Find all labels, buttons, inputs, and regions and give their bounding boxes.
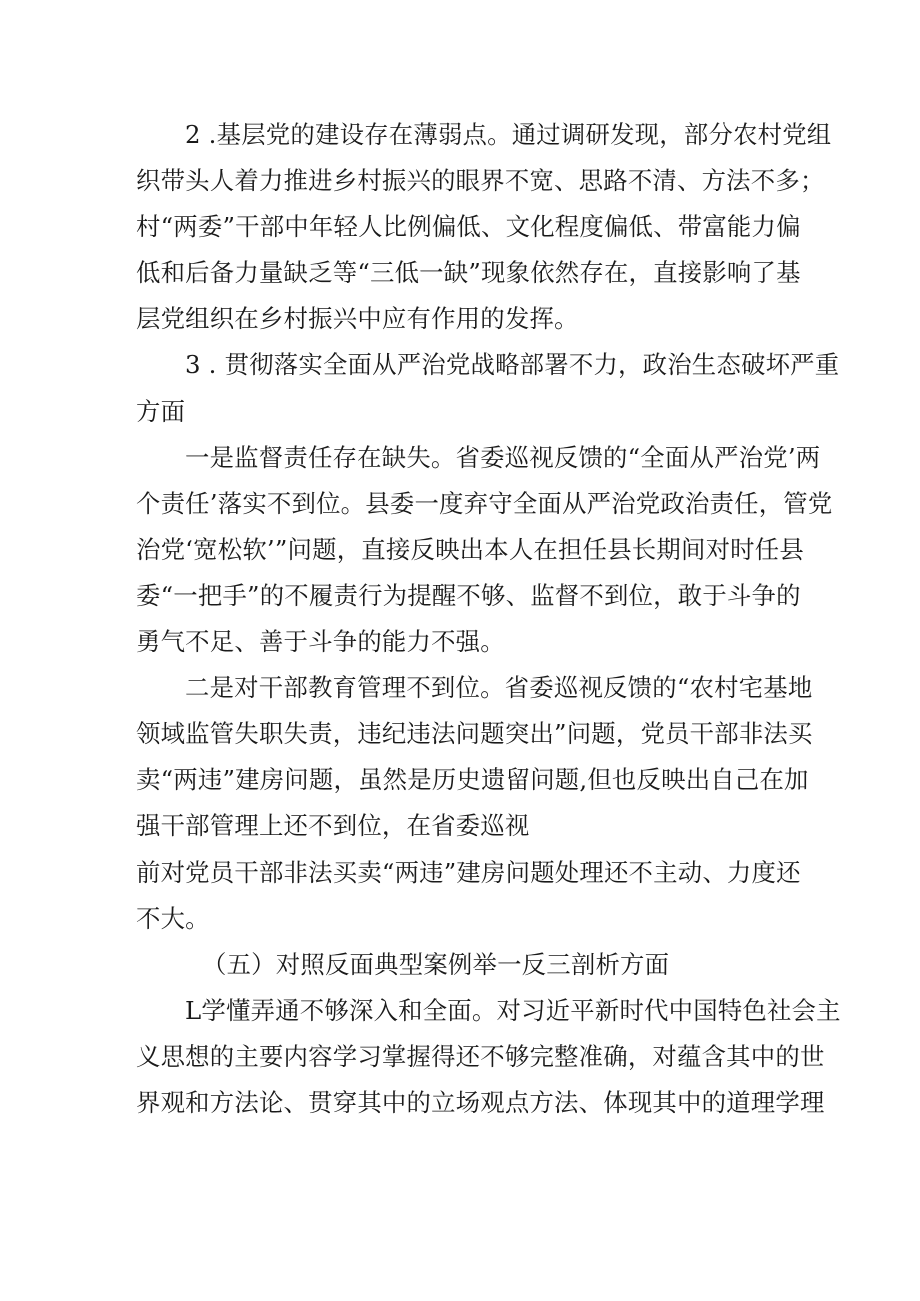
paragraph-cadre-line-5: 前对党员干部非法买卖“两违”建房问题处理还不主动、力度还 — [136, 857, 801, 887]
paragraph-supervision-line-5: 勇气不足、善于斗争的能力不强。 — [136, 627, 505, 657]
paragraph-2-line-1: 2 .基层党的建设存在薄弱点。通过调研发现，部分农村党组 — [185, 120, 832, 149]
section-3-heading-line-2: 方面 — [136, 396, 186, 426]
paragraph-cadre-line-2: 领域监管失职失责，违纪违法问题突出”问题，党员干部非法买 — [136, 719, 813, 749]
paragraph-2-line-5: 层党组织在乡村振兴中应有作用的发挥。 — [136, 304, 579, 334]
paragraph-2-line-3: 村“两委”干部中年轻人比例偏低、文化程度偏低、带富能力偏 — [136, 212, 801, 242]
paragraph-2-line-4: 低和后备力量缺乏等“三低一缺”现象依然存在，直接影响了基 — [136, 258, 801, 288]
paragraph-supervision-line-2: 个责任’落实不到位。县委一度弃守全面从严治党政治责任，管党 — [136, 488, 833, 518]
paragraph-supervision-line-3: 治党‘宽松软’”问题，直接反映出本人在担任县长期间对时任县 — [136, 534, 804, 564]
paragraph-cadre-line-6: 不大。 — [136, 903, 210, 933]
paragraph-study-line-3: 界观和方法论、贯穿其中的立场观点方法、体现其中的道理学理 — [136, 1087, 825, 1117]
paragraph-supervision-line-1: 一是监督责任存在缺失。省委巡视反馈的“全面从严治党’两 — [185, 442, 821, 472]
paragraph-supervision-line-4: 委“一把手”的不履责行为提醒不够、监督不到位，敢于斗争的 — [136, 580, 801, 610]
document-body — [136, 112, 841, 1126]
paragraph-study-line-2: 义思想的主要内容学习掌握得还不够完整准确，对蕴含其中的世 — [136, 1041, 825, 1071]
paragraph-cadre-line-4: 强干部管理上还不到位，在省委巡视 — [136, 811, 530, 841]
paragraph-study-line-1: L学懂弄通不够深入和全面。对习近平新时代中国特色社会主 — [185, 995, 841, 1025]
paragraph-2-line-2: 织带头人着力推进乡村振兴的眼界不宽、思路不清、方法不多； — [136, 166, 825, 196]
section-5-heading: （五）对照反面典型案例举一反三剖析方面 — [202, 949, 670, 979]
paragraph-cadre-line-1: 二是对干部教育管理不到位。省委巡视反馈的“农村宅基地 — [185, 673, 813, 703]
section-3-heading-line-1: 3 . 贯彻落实全面从严治党战略部署不力，政治生态破坏严重 — [185, 350, 840, 380]
paragraph-cadre-line-3: 卖“两违”建房问题，虽然是历史遗留问题,但也反映出自己在加 — [136, 765, 809, 795]
